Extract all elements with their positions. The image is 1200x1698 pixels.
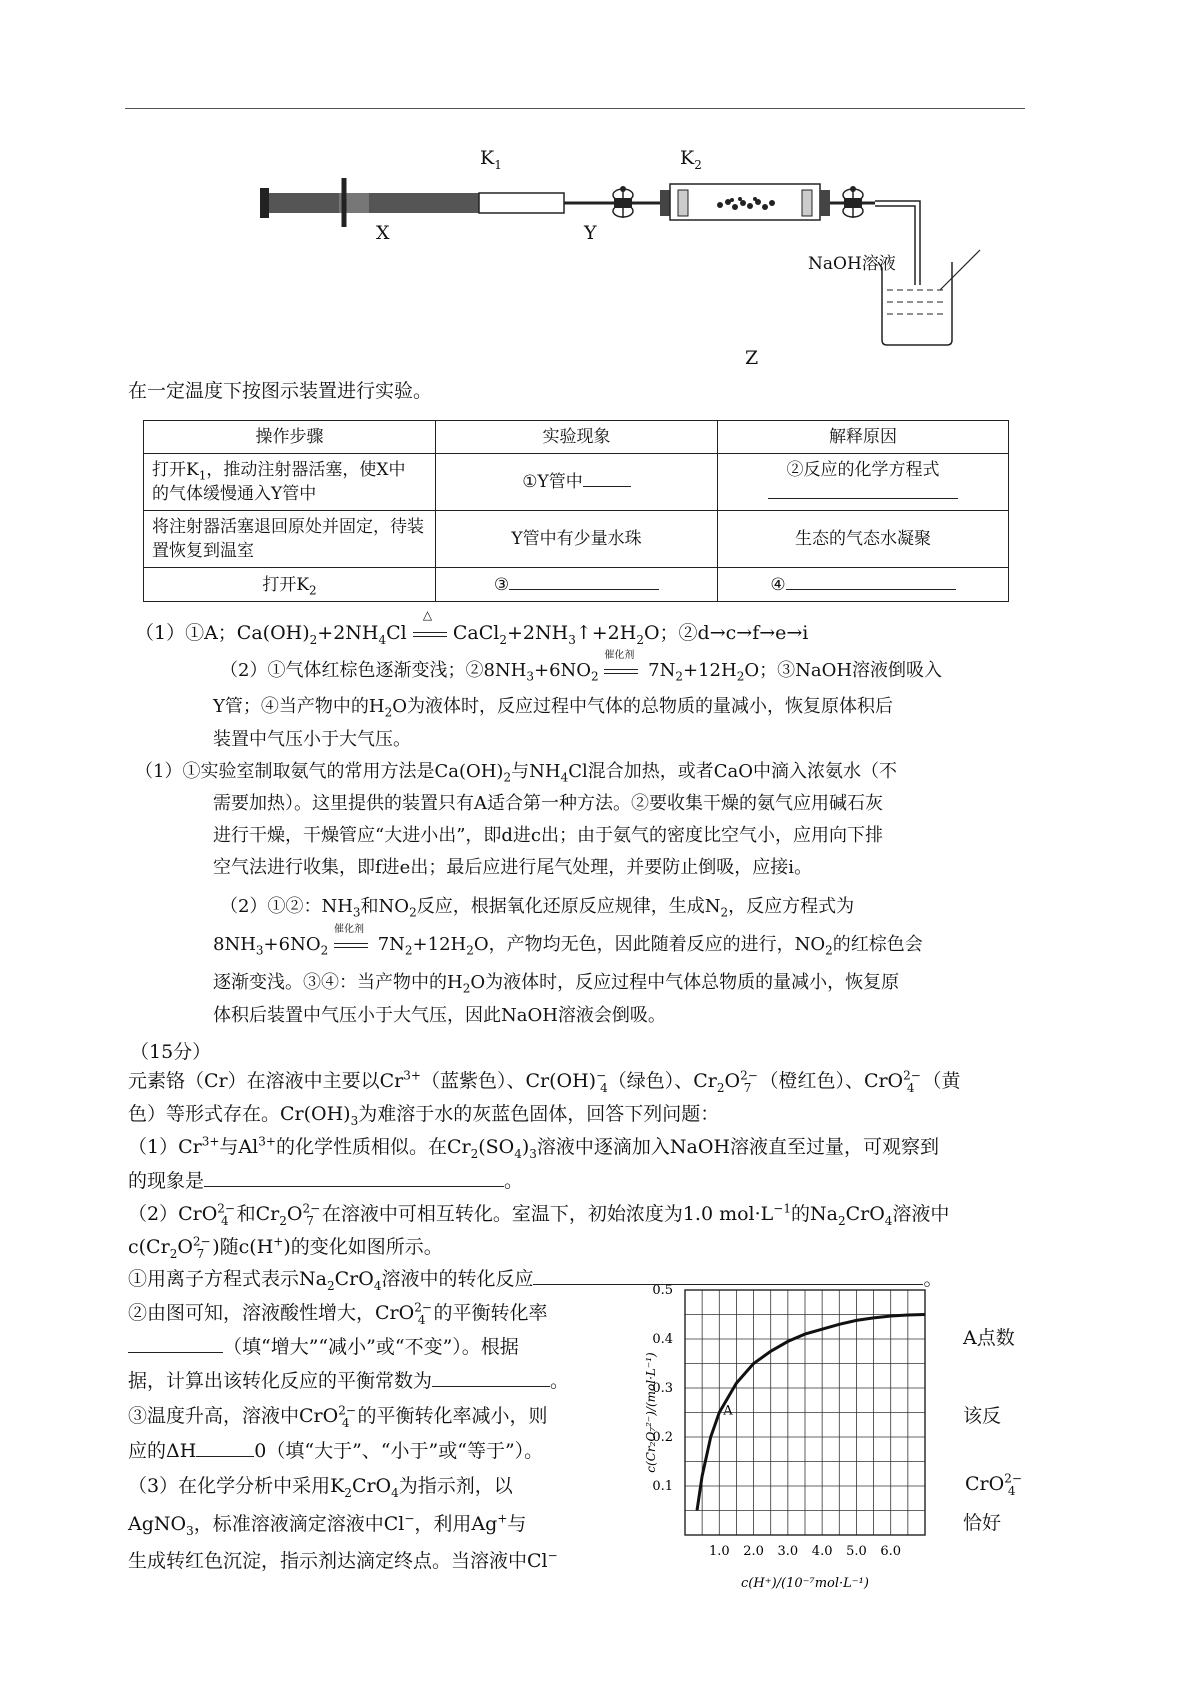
y-tick-label: 0.1 [652, 1479, 673, 1494]
q2-p3: $(1)Cr^{3+}$与$Al^{3+}$的化学性质相似。在$Cr_2(SO_4)_3$溶液中逐滴加入NaOH溶液直至过量，可观察到 [128, 1134, 940, 1161]
right-frag-3: CrO$^{2-}_4$ [965, 1471, 1022, 1498]
y-tick-label: 0.3 [652, 1381, 673, 1396]
q2-p10: 据，计算出该转化反应的平衡常数为 。 [128, 1370, 570, 1392]
syringe-barrel-dark [369, 193, 479, 213]
q2-p14: AgNO$_3$，标准溶液滴定溶液中Cl−，利用Ag+与 [128, 1511, 527, 1538]
r1-phenomenon: ①Y管中 [436, 454, 718, 511]
explain-7: 逐渐变浅。③④：当产物中的$H_2O$为液体时，反应过程中气体总物质的量减小，恢复原 [213, 972, 900, 996]
answer-2-line3: 装置中气压小于大气压。 [213, 729, 411, 750]
top-rule [125, 108, 1025, 109]
r3-phenomenon: ③ [436, 568, 718, 602]
y-tick-label: 0.2 [652, 1430, 673, 1445]
r2-reason: 生态的气态水凝聚 [718, 511, 1009, 568]
syringe-plunger-end [260, 188, 269, 218]
x-axis-label: c(H⁺)/(10⁻⁷mol·L⁻¹) [741, 1576, 869, 1591]
answer-1: （1）①A；$Ca(OH)_2+2NH_4Cl$ △ $CaCl_2+2NH_3↑+2H_2O$；②d→c→f→e→i [135, 608, 809, 647]
y-stopper-right [820, 190, 830, 216]
r1-reason: ②反应的化学方程式 [718, 454, 1009, 511]
label-k1: $K_1$ [480, 147, 502, 172]
right-frag-2: 该反 [963, 1405, 1002, 1427]
q2-score: （15分） [130, 1041, 212, 1063]
explain-5: （2）①②：$NH_3$和$NO_2$反应，根据氧化还原反应规律，生成$N_2$，反应方程式为 [220, 896, 855, 920]
th-step: 操作步骤 [144, 421, 436, 454]
explain-8: 体积后装置中气压小于大气压，因此NaOH溶液会倒吸。 [213, 1005, 666, 1026]
label-k2: $K_2$ [680, 147, 702, 172]
r1-step: 打开$K_1$，推动注射器活塞，使X中 的气体缓慢通入Y管中 [144, 454, 436, 511]
experiment-table [143, 420, 1009, 602]
x-tick-label: 6.0 [880, 1544, 902, 1559]
label-z: Z [745, 347, 759, 369]
naoh-leader-line [940, 250, 980, 290]
q2-p7: ①用离子方程式表示$Na_2CrO_4$溶液中的转化反应 。 [128, 1268, 943, 1293]
x-tick-label: 2.0 [743, 1544, 764, 1559]
right-frag-4: 恰好 [963, 1512, 1002, 1534]
q2-p11: ③温度升高，溶液中CrO$^{2-}_4$ 的平衡转化率减小，则 [128, 1403, 548, 1430]
q2-p15: 生成转红色沉淀，指示剂达滴定终点。当溶液中Cl− [128, 1548, 558, 1572]
q2-p2: 色）等形式存在。$Cr(OH)_3$为难溶于水的灰蓝色固体，回答下列问题： [128, 1103, 720, 1128]
explain-1: （1）①实验室制取氨气的常用方法是$Ca(OH)_2$与$NH_4Cl$混合加热，或者CaO中滴入浓氨水（不 [135, 761, 897, 785]
explain-2: 需要加热）。这里提供的装置只有A适合第一种方法。②要收集干燥的氨气应用碱石灰 [213, 793, 883, 814]
label-y: Y [584, 222, 597, 244]
right-frag-1: A点数 [963, 1327, 1015, 1349]
x-tick-label: 5.0 [846, 1544, 867, 1559]
explain-6: $8NH_3+6NO_2$ 催化剂 $7N_2+12H_2O$，产物均无色，因此随着反应的进行，$NO_2$的红棕色会 [213, 924, 923, 958]
answer-2-line2: Y管；④当产物中的$H_2O$为液体时，反应过程中气体的总物质的量减小，恢复原体积后 [213, 696, 893, 720]
apparatus-diagram [240, 140, 840, 370]
syringe-barrel-empty [479, 193, 564, 213]
r2-phenomenon: Y管中有少量水珠 [436, 511, 718, 568]
q2-p13: （3）在化学分析中采用$K_2CrO_4$为指示剂，以 [128, 1475, 513, 1500]
y-axis-label: c(Cr₂O₇²⁻)/(mol·L⁻¹) [644, 1352, 658, 1473]
point-a-label: A [723, 1403, 733, 1419]
q2-p6: $c(Cr_2O^{2-}_7$ )随c(H+)的变化如图所示。 [128, 1234, 443, 1261]
r2-step: 将注射器活塞退回原处并固定，待装 置恢复到温室 [144, 511, 436, 568]
syringe-plunger-rod [269, 193, 339, 213]
explain-3: 进行干燥，干燥管应“大进小出”，即d进c出；由于氨气的密度比空气小，应用向下排 [213, 825, 884, 846]
q2-p8: ②由图可知，溶液酸性增大，CrO$^{2-}_4$ 的平衡转化率 [128, 1300, 548, 1327]
th-reason: 解释原因 [718, 421, 1009, 454]
q2-p12: 应的ΔH 0（填“大于”、“小于”或“等于”）。 [128, 1440, 544, 1462]
y-stopper-left [660, 190, 670, 216]
explain-4: 空气法进行收集，即f进e出；最后应进行尾气处理，并要防止倒吸，应接i。 [213, 857, 813, 878]
label-x: X [376, 222, 390, 244]
q2-p5: （2）CrO$^{2-}_4$ 和$Cr_2O^{2-}_7$ 在溶液中可相互转化。室温下，初始浓度为1.0 $mol\cdot L^{-1}$的$Na_2CrO_4$溶液中 [128, 1201, 950, 1228]
valve-k2 [843, 186, 863, 218]
y-tick-label: 0.5 [652, 1283, 673, 1298]
cr2o7-vs-h-chart [635, 1275, 955, 1605]
label-naoh: NaOH溶液 [808, 254, 896, 274]
r3-step: 打开$K_2$ [144, 568, 436, 602]
th-phenomenon: 实验现象 [436, 421, 718, 454]
x-tick-label: 3.0 [777, 1544, 799, 1559]
y-tick-label: 0.4 [652, 1332, 673, 1347]
q2-p9: （填“增大”“减小”或“不变”）。根据 [128, 1332, 519, 1359]
intro-text: 在一定温度下按图示装置进行实验。 [128, 380, 433, 402]
q2-p1: 元素铬（Cr）在溶液中主要以$Cr^{3+}$（蓝紫色）、$Cr(OH)^-_4$（绿色）、$Cr_2O^{2-}_7$ （橙红色）、CrO$^{2-}_4$ （黄 [128, 1068, 961, 1095]
x-tick-label: 1.0 [708, 1544, 730, 1559]
x-tick-label: 4.0 [811, 1544, 833, 1559]
r3-reason: ④ [718, 568, 1009, 602]
q2-p4: 的现象是 。 [128, 1170, 524, 1192]
answer-2-line1: （2）①气体红棕色逐渐变浅；$②8NH_3+6NO_2$ 催化剂 $7N_2+12H_2O$；③NaOH溶液倒吸入 [220, 650, 943, 684]
